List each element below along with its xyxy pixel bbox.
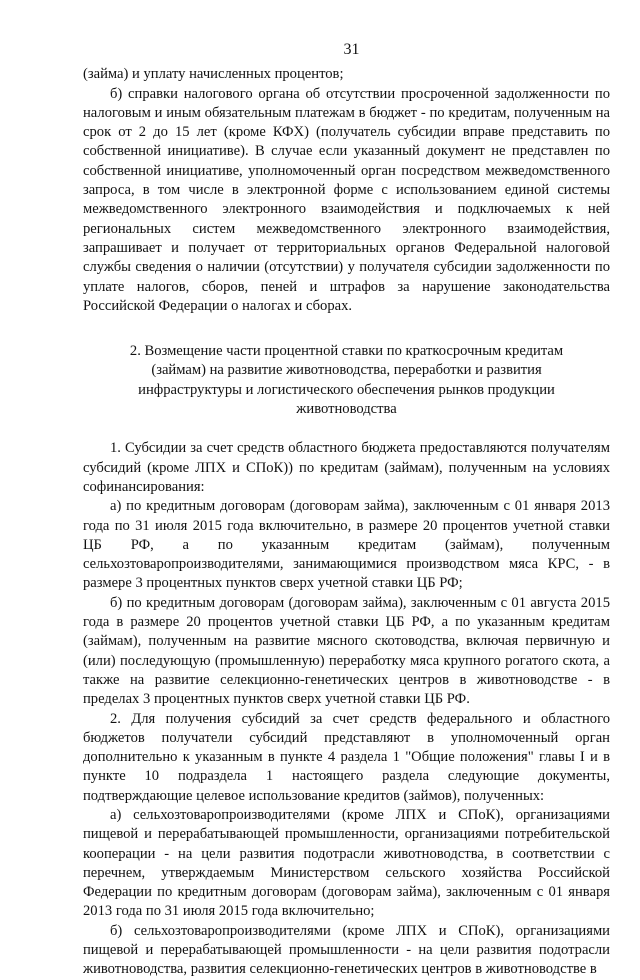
paragraph: б) по кредитным договорам (договорам займа), заключенным с 01 августа 2015 года в размере 20 процентов учетной ставки ЦБ РФ, а по указанным кредитам (займам), полученным на развитие мясного скотоводства, включая первичную и (или) последующую (промышленную) переработку мяса крупного рогатого скота, а также на развитие селекционно-генетических центров в животноводстве - в пределах 3 процентных пунктов сверх учетной ставки ЦБ РФ. [83,594,610,708]
paragraph: а) по кредитным договорам (договорам займа), заключенным с 01 января 2013 года по 31 июля 2015 года включительно, в размере 20 процентов учетной ставки ЦБ РФ, а по указанным кредитам (займам), полученным сельхозтоваропроизводителями, занимающимися производством мяса КРС, - в размере 3 процентных пунктов сверх учетной ставки ЦБ РФ; [83,498,610,592]
section-heading-line: инфраструктуры и логистического обеспечения рынков продукции [138,381,555,398]
paragraph: а) сельхозтоваропроизводителями (кроме ЛПХ и СПоК), организациями пищевой и перерабатывающей промышленности, организациями потребительской кооперации - на цели развития подотрасли животноводства, в соответствии с перечнем, утверждаемым Министерством сельского хозяйства Российской Федерации по кредитным договорам (договорам займа), заключенным с 01 января 2013 года по 31 июля 2015 года включительно; [83,806,610,920]
paragraph: (займа) и уплату начисленных процентов; [83,66,344,83]
paragraph: 1. Субсидии за счет средств областного бюджета предоставляются получателям субсидий (кроме ЛПХ и СПоК)) по кредитам (займам), полученным на условиях софинансирования: [83,440,610,495]
page-number: 31 [343,41,360,58]
section-heading [83,342,610,419]
top-text-block [83,65,610,316]
section-heading-line: (займам) на развитие животноводства, переработки и развития [151,362,542,379]
paragraph: 2. Для получения субсидий за счет средств федерального и областного бюджетов получатели субсидий представляют в уполномоченный орган дополнительно к указанным в пункте 4 раздела 1 "Общие положения" главы I и в пункте 10 подраздела 1 настоящего раздела следующие документы, подтверждающие целевое использование кредитов (займов), полученных: [83,710,610,804]
paragraph: б) сельхозтоваропроизводителями (кроме ЛПХ и СПоК), организациями пищевой и перерабатывающей промышленности - на цели развития подотрасли животноводства, развития селекционно-генетических центров в животноводстве в [83,922,610,978]
bottom-text-block [83,439,610,979]
section-heading-line: 2. Возмещение части процентной ставки по краткосрочным кредитам [129,343,564,360]
section-heading-line: животноводства [296,401,397,418]
paragraph: б) справки налогового органа об отсутствии просроченной задолженности по налоговым и иным обязательным платежам в бюджет - по кредитам, полученным на срок от 2 до 15 лет (кроме КФХ) (получатель субсидии вправе представить по собственной инициативе). В случае если указанный документ не представлен по собственной инициативе, уполномоченный орган посредством межведомственного запроса, в том числе в электронной форме с использованием единой системы межведомственного электронного взаимодействия и подключаемых к ней региональных систем межведомственного электронного взаимодействия, запрашивает и получает от территориальных органов Федеральной налоговой службы сведения о наличии (отсутствии) у получателя субсидии задолженности по уплате налогов, сборов, пеней и штрафов за нарушение законодательства Российской Федерации о налогах и сборах. [83,85,610,314]
